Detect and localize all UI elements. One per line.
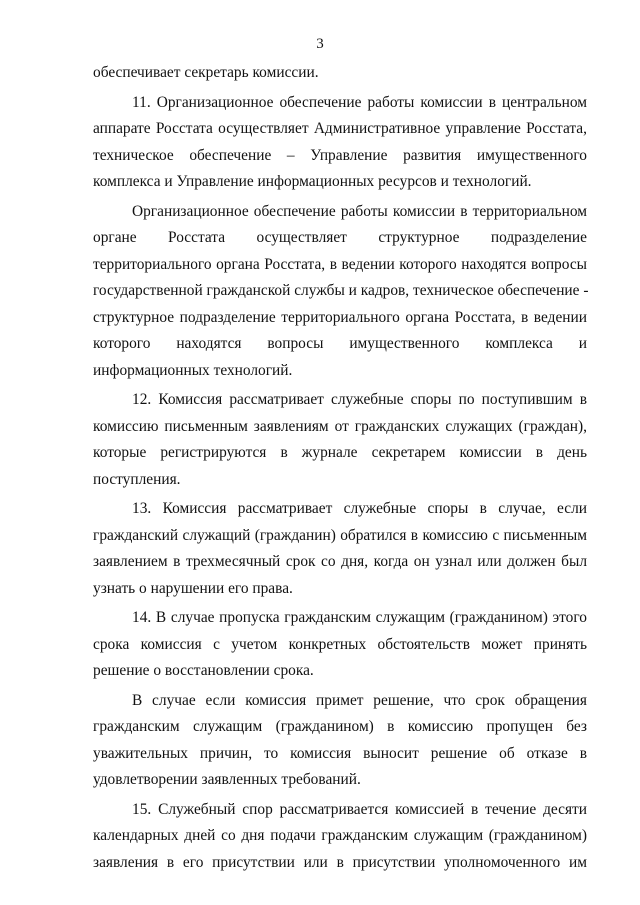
text-line: комплекса и Управление информационных ресурсов и технологий.	[93, 173, 532, 190]
text-line: заявления в его присутствии или в присутствии уполномоченного им	[93, 854, 587, 871]
text-line: 12. Комиссия рассматривает служебные споры по поступившим в	[132, 391, 587, 408]
text-line: обеспечивает секретарь комиссии.	[93, 64, 319, 81]
text-line: гражданский служащий (гражданин) обратился в комиссию с письменным	[93, 527, 587, 544]
page-number: 3	[316, 36, 324, 52]
text-line: В случае если комиссия примет решение, что срок обращения	[132, 692, 587, 709]
text-line: решение о восстановлении срока.	[93, 662, 314, 679]
text-line: структурное подразделение территориального органа Росстата, в ведении	[93, 309, 587, 326]
text-line: органе Росстата осуществляет структурное подразделение	[93, 229, 587, 246]
text-line: узнать о нарушении его права.	[93, 580, 293, 597]
text-line: гражданским служащим (гражданином) в комиссию пропущен без	[93, 718, 587, 735]
text-line: комиссию письменным заявлениям от гражданских служащих (граждан),	[93, 418, 587, 435]
text-line: поступления.	[93, 471, 181, 488]
text-line: 11. Организационное обеспечение работы комиссии в центральном	[132, 94, 587, 111]
text-line: 13. Комиссия рассматривает служебные споры в случае, если	[132, 500, 587, 517]
text-line: техническое обеспечение – Управление развития имущественного	[93, 147, 587, 164]
text-line: Организационное обеспечение работы комиссии в территориальном	[132, 203, 587, 220]
text-line: информационных технологий.	[93, 362, 293, 379]
text-line: которые регистрируются в журнале секретарем комиссии в день	[93, 444, 587, 461]
text-line: государственной гражданской службы и кадров, техническое обеспечение -	[93, 282, 589, 299]
text-line: 14. В случае пропуска гражданским служащим (гражданином) этого	[132, 609, 587, 626]
text-line: аппарате Росстата осуществляет Административное управление Росстата,	[93, 120, 587, 137]
text-line: территориального органа Росстата, в ведении которого находятся вопросы	[93, 256, 587, 273]
text-line: заявлением в трехмесячный срок со дня, когда он узнал или должен был	[93, 553, 587, 570]
text-line: удовлетворении заявленных требований.	[93, 771, 361, 788]
text-line: срока комиссия с учетом конкретных обстоятельств может принять	[93, 636, 587, 653]
text-line: уважительных причин, то комиссия выносит решение об отказе в	[93, 745, 587, 762]
text-line: 15. Служебный спор рассматривается комиссией в течение десяти	[132, 801, 587, 818]
text-line: которого находятся вопросы имущественного комплекса и	[93, 335, 587, 352]
text-line: календарных дней со дня подачи гражданским служащим (гражданином)	[93, 827, 587, 844]
